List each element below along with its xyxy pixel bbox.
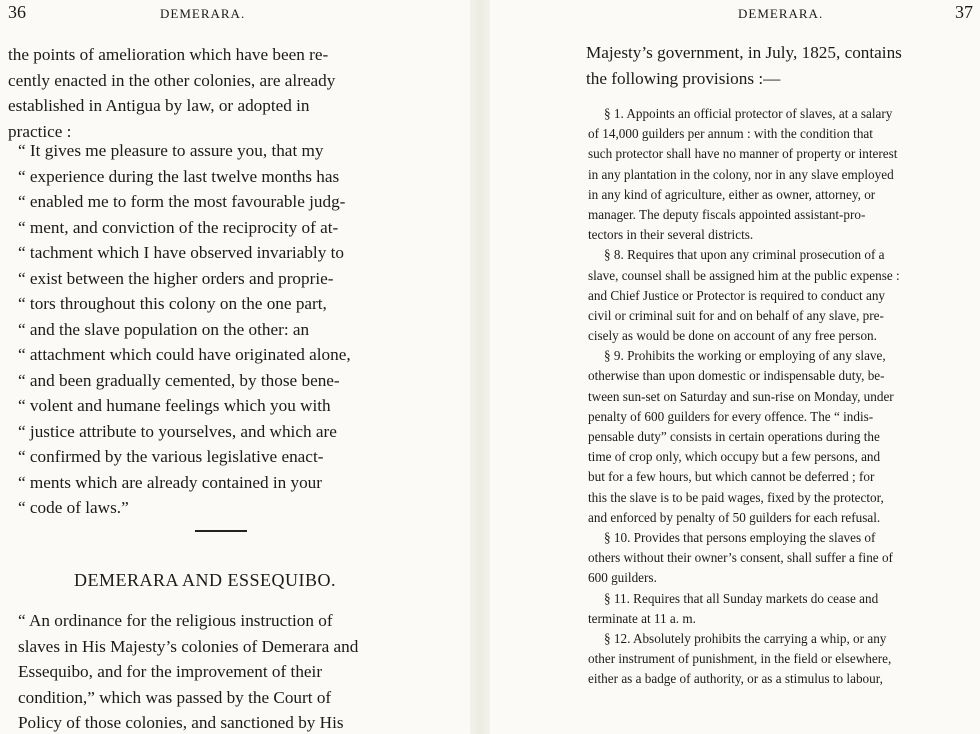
- provision-line: slave, counsel shall be assigned him at the public expense :: [588, 267, 900, 283]
- provision-line: pensable duty” consists in certain operations during the: [588, 429, 880, 444]
- text-line: slaves in His Majesty’s colonies of Demerara and: [18, 636, 359, 656]
- provision-line: and Chief Justice or Protector is required to conduct any: [588, 287, 886, 303]
- text-line: “ enabled me to form the most favourable judg-: [18, 192, 346, 211]
- provision-line: civil or criminal suit for and on behalf of any slave, pre-: [588, 307, 884, 323]
- provision-line: § 1. Appoints an official protector of slaves, at a salary: [604, 106, 893, 121]
- section-heading: DEMERARA AND ESSEQUIBO.: [74, 570, 337, 590]
- left-page: [0, 0, 470, 734]
- text-line: “ justice attribute to yourselves, and which are: [18, 421, 337, 441]
- provision-line: penalty of 600 guilders for every offence. The “ indis-: [588, 408, 874, 424]
- text-line: “ and the slave population on the other: an: [18, 319, 310, 339]
- right-intro-paragraph: [586, 40, 902, 91]
- text-line: “ and been gradually cemented, by those bene-: [18, 370, 340, 390]
- provision-line: in any kind of agriculture, either as owner, attorney, or: [588, 186, 876, 202]
- text-line: “ exist between the higher orders and proprie-: [18, 268, 334, 288]
- right-running-head: DEMERARA.: [738, 6, 824, 21]
- provision-line: tectors in their several districts.: [588, 227, 754, 243]
- right-page-number: 37: [955, 2, 973, 22]
- text-line: “ ments which are already contained in your: [18, 472, 323, 492]
- provisions-list: [588, 104, 980, 689]
- provision-line: either as a badge of authority, or as a stimulus to labour,: [588, 671, 883, 687]
- text-line: “ It gives me pleasure to assure you, that my: [18, 141, 324, 160]
- text-line: “ tors throughout this colony on the one part,: [18, 294, 327, 313]
- text-line: the following provisions :—: [586, 68, 781, 88]
- left-paragraph: [8, 42, 335, 144]
- left-running-head: DEMERARA.: [160, 6, 246, 21]
- provision-line: otherwise than upon domestic or indispensable duty, be-: [588, 368, 885, 384]
- quotation-block: [18, 138, 351, 521]
- provision-line: manager. The deputy fiscals appointed assistant-pro-: [588, 206, 866, 222]
- provision-line: such protector shall have no manner of property or interest: [588, 146, 898, 162]
- text-line: “ confirmed by the various legislative enact-: [18, 447, 324, 466]
- provision-line: and enforced by penalty of 50 guilders for each refusal.: [588, 509, 881, 525]
- provision-line: § 10. Provides that persons employing the slaves of: [604, 529, 876, 545]
- provision-line: time of crop only, which occupy but a few persons, and: [588, 449, 881, 465]
- text-line: “ An ordinance for the religious instruction of: [18, 611, 333, 630]
- text-line: “ attachment which could have originated alone,: [18, 345, 351, 364]
- provision-line: others without their owner’s consent, shall suffer a fine of: [588, 550, 893, 566]
- text-line: “ volent and humane feelings which you with: [18, 396, 331, 415]
- text-line: Policy of those colonies, and sanctioned by His: [18, 713, 344, 732]
- provision-line: other instrument of punishment, in the field or elsewhere,: [588, 651, 892, 667]
- text-line: cently enacted in the other colonies, are already: [8, 70, 336, 90]
- provision-line: 600 guilders.: [588, 570, 657, 586]
- provision-line: § 8. Requires that upon any criminal prosecution of a: [604, 247, 885, 263]
- provision-line: in any plantation in the colony, nor in any slave employed: [588, 166, 894, 182]
- section-divider: [195, 530, 247, 532]
- provision-line: of 14,000 guilders per annum : with the condition that: [588, 126, 873, 142]
- provision-line: § 12. Absolutely prohibits the carrying a whip, or any: [604, 630, 887, 646]
- text-line: condition,” which was passed by the Court of: [18, 687, 332, 707]
- left-page-number: 36: [8, 2, 26, 22]
- provision-line: but for a few hours, but which cannot be deferred ; for: [588, 469, 875, 485]
- text-line: “ experience during the last twelve months has: [18, 166, 340, 186]
- text-line: “ code of laws.”: [18, 498, 129, 517]
- provision-line: terminate at 11 a. m.: [588, 610, 696, 626]
- provision-line: § 11. Requires that all Sunday markets do cease and: [604, 590, 879, 606]
- text-line: Essequibo, and for the improvement of their: [18, 662, 323, 681]
- text-line: “ tachment which I have observed invariably to: [18, 243, 344, 262]
- text-line: Majesty’s government, in July, 1825, contains: [586, 43, 902, 62]
- text-line: practice :: [8, 121, 72, 141]
- provision-line: § 9. Prohibits the working or employing of any slave,: [604, 348, 886, 364]
- book-gutter: [470, 0, 490, 734]
- provision-line: this the slave is to be paid wages, fixed by the protector,: [588, 489, 884, 505]
- text-line: “ ment, and conviction of the reciprocity of at-: [18, 217, 339, 237]
- text-line: the points of amelioration which have been re-: [8, 45, 329, 64]
- provision-line: cisely as would be done on account of any free person.: [588, 328, 877, 344]
- ordinance-paragraph: [18, 608, 358, 734]
- provision-line: tween sun-set on Saturday and sun-rise on Monday, under: [588, 388, 894, 404]
- text-line: established in Antigua by law, or adopted in: [8, 96, 310, 115]
